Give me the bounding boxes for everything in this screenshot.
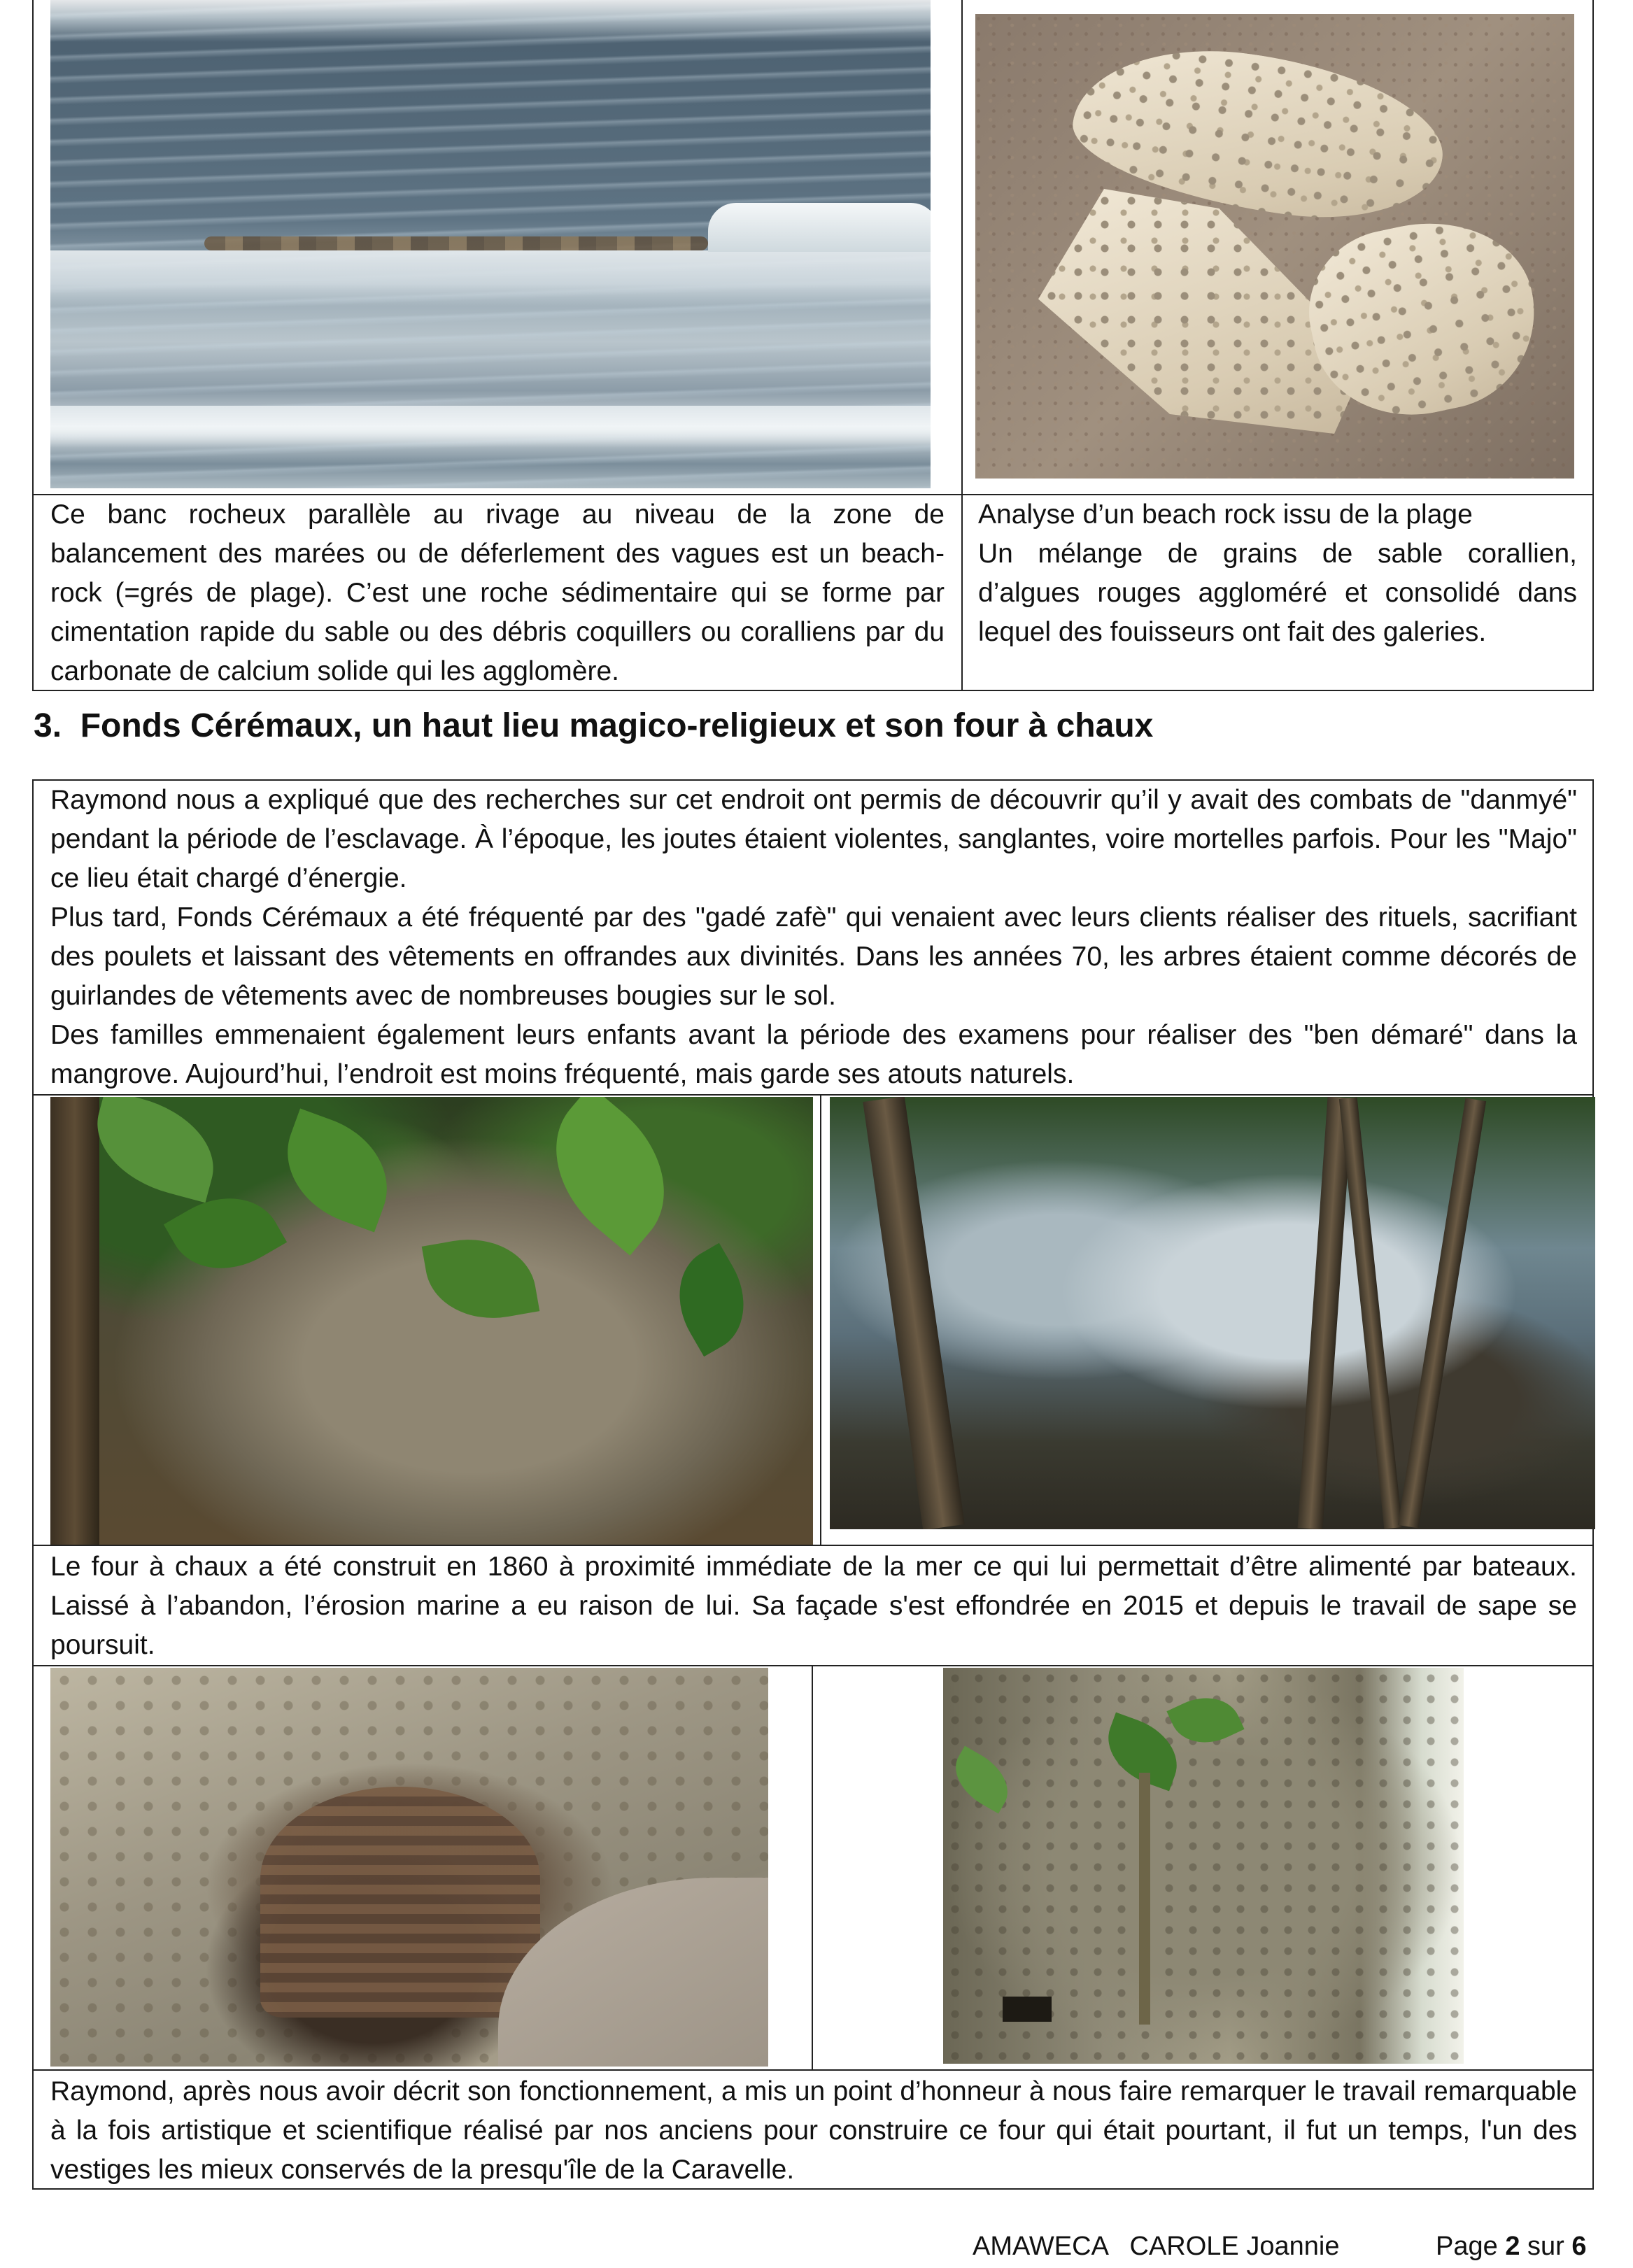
photo-row1-divider	[820, 1094, 821, 1545]
four-text-bottom-divider	[32, 1665, 1594, 1666]
intro-paragraphs	[50, 781, 1577, 1094]
section-number: 3.	[34, 707, 62, 744]
intro-paragraph-2: Plus tard, Fonds Cérémaux a été fréquenté par des "gadé zafè" qui venaient avec leurs clients réaliser des rituels, sacrifiant des poulets et laissant des vêtements en offrandes aux divinités. Dans les années 70, les arbres étaient comme décorés de guirlandes de vêtements avec de nombreuses bougies sur le sol.	[50, 902, 1577, 1011]
page-sep: sur	[1527, 2232, 1564, 2261]
analysis-caption	[978, 495, 1577, 652]
footer-page-number	[1436, 2232, 1587, 2262]
photo-four-a-chaux-foliage	[50, 1097, 813, 1545]
photo-mangrove-shore	[830, 1097, 1595, 1529]
beachrock-caption: Ce banc rocheux parallèle au rivage au niveau de la zone de balancement des marées ou de déferlement des vagues est un beach-rock (=grés de plage). C’est une roche sédimentaire qui se forme par cimentation rapide du sable ou des débris coquillers ou coralliens par du carbonate de calcium solide qui les agglomère.	[50, 499, 945, 686]
intro-paragraph-1: Raymond nous a expliqué que des recherches sur cet endroit ont permis de découvrir qu’il y avait des combats de "danmyé" pendant la période de l’esclavage. À l’époque, les joutes étaient violentes, sanglantes, voire mortelles parfois. Pour les "Majo" ce lieu était chargé d’énergie.	[50, 785, 1577, 893]
photo-kiln-opening	[50, 1668, 768, 2067]
closing-text-top-divider	[32, 2069, 1594, 2071]
page-total: 6	[1571, 2232, 1587, 2261]
closing-paragraph: Raymond, après nous avoir décrit son fonctionnement, a mis un point d’honneur à nous faire remarquer le travail remarquable à la fois artistique et scientifique réalisé par nos anciens pour construire ce four qui était pourtant, il fut un temps, l'un des vestiges les mieux conservés de la presqu'île de la Caravelle.	[50, 2076, 1577, 2185]
beachrock-table-divider	[961, 0, 963, 691]
page-label: Page	[1436, 2232, 1498, 2261]
analysis-text: Un mélange de grains de sable corallien, d’algues rouges aggloméré et consolidé dans lequel des fouisseurs ont fait des galeries.	[978, 539, 1577, 647]
intro-row-divider	[32, 1094, 1594, 1096]
analysis-title: Analyse d’un beach rock issu de la plage	[978, 499, 1473, 530]
footer-author: AMAWECA CAROLE Joannie	[973, 2232, 1340, 2261]
photo-beachrock-sea	[50, 0, 931, 488]
page-current: 2	[1505, 2232, 1520, 2261]
section-heading	[34, 707, 1153, 745]
four-text-top-divider	[32, 1545, 1594, 1546]
photo-row2-divider	[812, 1665, 813, 2069]
photo-beachrock-samples	[975, 14, 1574, 479]
photo-kiln-tower	[943, 1668, 1464, 2064]
section-title: Fonds Cérémaux, un haut lieu magico-religieux et son four à chaux	[80, 707, 1154, 744]
four-a-chaux-history: Le four à chaux a été construit en 1860 à proximité immédiate de la mer ce qui lui permettait d’être alimenté par bateaux. Laissé à l’abandon, l’érosion marine a eu raison de lui. Sa façade s'est effondrée en 2015 et depuis le travail de sape se poursuit.	[50, 1552, 1577, 1660]
intro-paragraph-3: Des familles emmenaient également leurs enfants avant la période des examens pour réaliser des "ben démaré" dans la mangrove. Aujourd’hui, l’endroit est moins fréquenté, mais garde ses atouts naturels.	[50, 1020, 1577, 1089]
